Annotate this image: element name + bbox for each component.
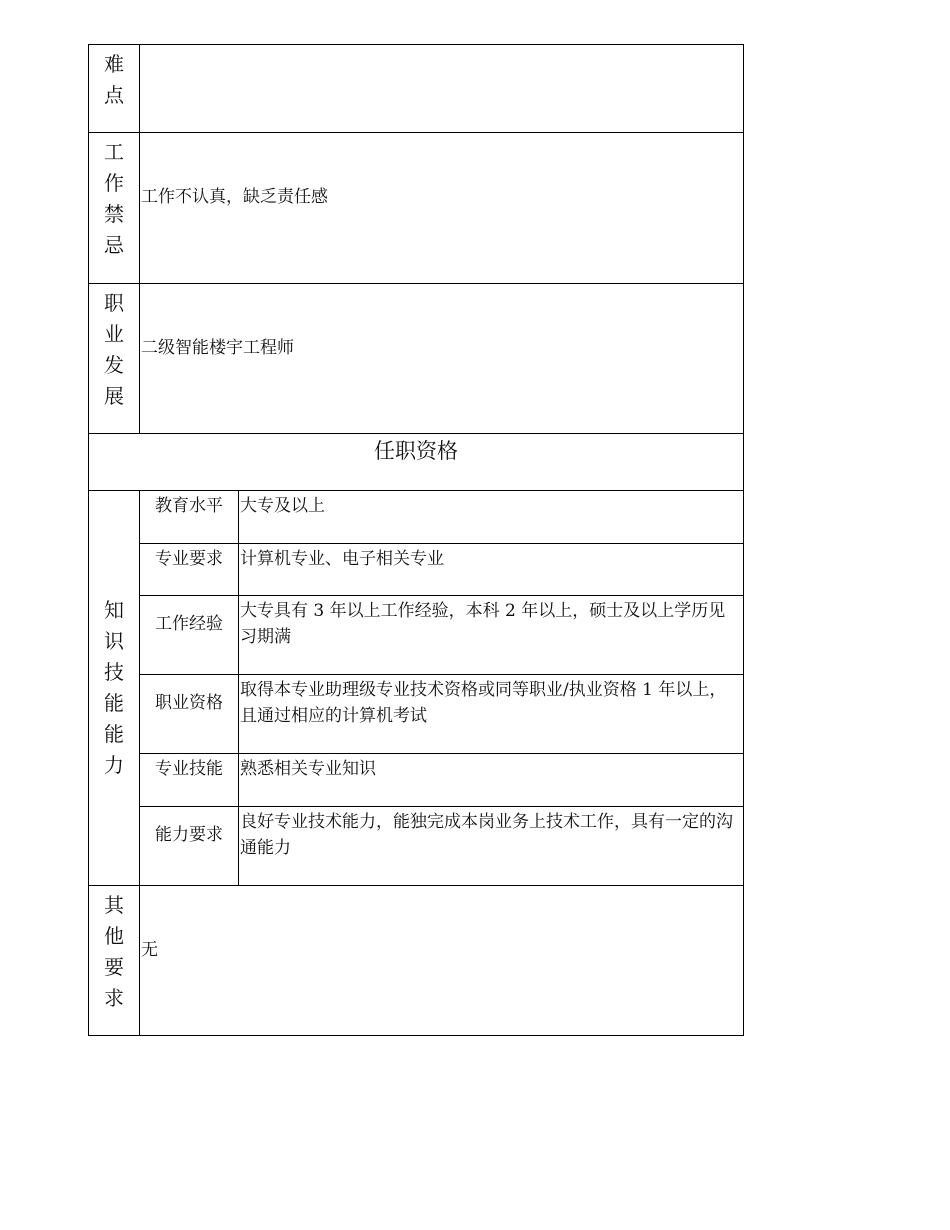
career-development-label-char: 展 — [104, 384, 124, 408]
difficulty-label — [89, 45, 140, 133]
knowledge-skills-label-char: 能 — [104, 722, 124, 746]
qualification-row-skills — [89, 754, 744, 807]
career-development-label-char: 发 — [104, 353, 124, 377]
professional-qualification-label: 职业资格 — [140, 675, 239, 754]
career-development-label-char: 业 — [104, 322, 124, 346]
difficulty-label-char: 难 — [104, 52, 124, 76]
work-experience-value: 大专具有 3 年以上工作经验，本科 2 年以上，硕士及以上学历见习期满 — [239, 596, 744, 675]
professional-skills-value: 熟悉相关专业知识 — [239, 754, 744, 807]
other-requirements-label-char: 其 — [104, 893, 124, 917]
major-requirement-label: 专业要求 — [140, 544, 239, 596]
work-experience-label: 工作经验 — [140, 596, 239, 675]
row-other-requirements — [89, 886, 744, 1036]
career-development-label — [89, 284, 140, 434]
knowledge-skills-label-char: 能 — [104, 691, 124, 715]
work-taboo-label-char: 忌 — [104, 233, 124, 257]
career-development-value: 二级智能楼宇工程师 — [140, 284, 744, 434]
other-requirements-label-char: 要 — [104, 955, 124, 979]
other-requirements-label — [89, 886, 140, 1036]
professional-skills-label: 专业技能 — [140, 754, 239, 807]
career-development-label-char: 职 — [104, 291, 124, 315]
work-taboo-label-char: 作 — [104, 171, 124, 195]
difficulty-value — [140, 45, 744, 133]
ability-requirement-value: 良好专业技术能力，能独完成本岗业务上技术工作，具有一定的沟通能力 — [239, 807, 744, 886]
education-level-label: 教育水平 — [140, 491, 239, 544]
knowledge-skills-label-char: 知 — [104, 598, 124, 622]
work-taboo-label — [89, 133, 140, 284]
knowledge-skills-label — [89, 491, 140, 886]
work-taboo-label-char: 工 — [104, 140, 124, 164]
qualification-row-certification — [89, 675, 744, 754]
row-work-taboo — [89, 133, 744, 284]
row-qualifications-title — [89, 434, 744, 491]
knowledge-skills-label-char: 技 — [104, 660, 124, 684]
qualification-row-experience — [89, 596, 744, 675]
other-requirements-value: 无 — [140, 886, 744, 1036]
job-description-sheet — [88, 44, 743, 1036]
row-difficulty — [89, 45, 744, 133]
knowledge-skills-label-char: 识 — [104, 629, 124, 653]
education-level-value: 大专及以上 — [239, 491, 744, 544]
qualifications-title: 任职资格 — [89, 434, 744, 491]
knowledge-skills-label-char: 力 — [104, 753, 124, 777]
job-description-table — [88, 44, 744, 1036]
qualification-row-ability — [89, 807, 744, 886]
qualification-row-education — [89, 491, 744, 544]
work-taboo-label-char: 禁 — [104, 202, 124, 226]
ability-requirement-label: 能力要求 — [140, 807, 239, 886]
other-requirements-label-char: 他 — [104, 924, 124, 948]
other-requirements-label-char: 求 — [104, 986, 124, 1010]
qualification-row-major — [89, 544, 744, 596]
work-taboo-value: 工作不认真，缺乏责任感 — [140, 133, 744, 284]
professional-qualification-value: 取得本专业助理级专业技术资格或同等职业/执业资格 1 年以上，且通过相应的计算机考试 — [239, 675, 744, 754]
major-requirement-value: 计算机专业、电子相关专业 — [239, 544, 744, 596]
difficulty-label-char: 点 — [104, 83, 124, 107]
row-career-development — [89, 284, 744, 434]
